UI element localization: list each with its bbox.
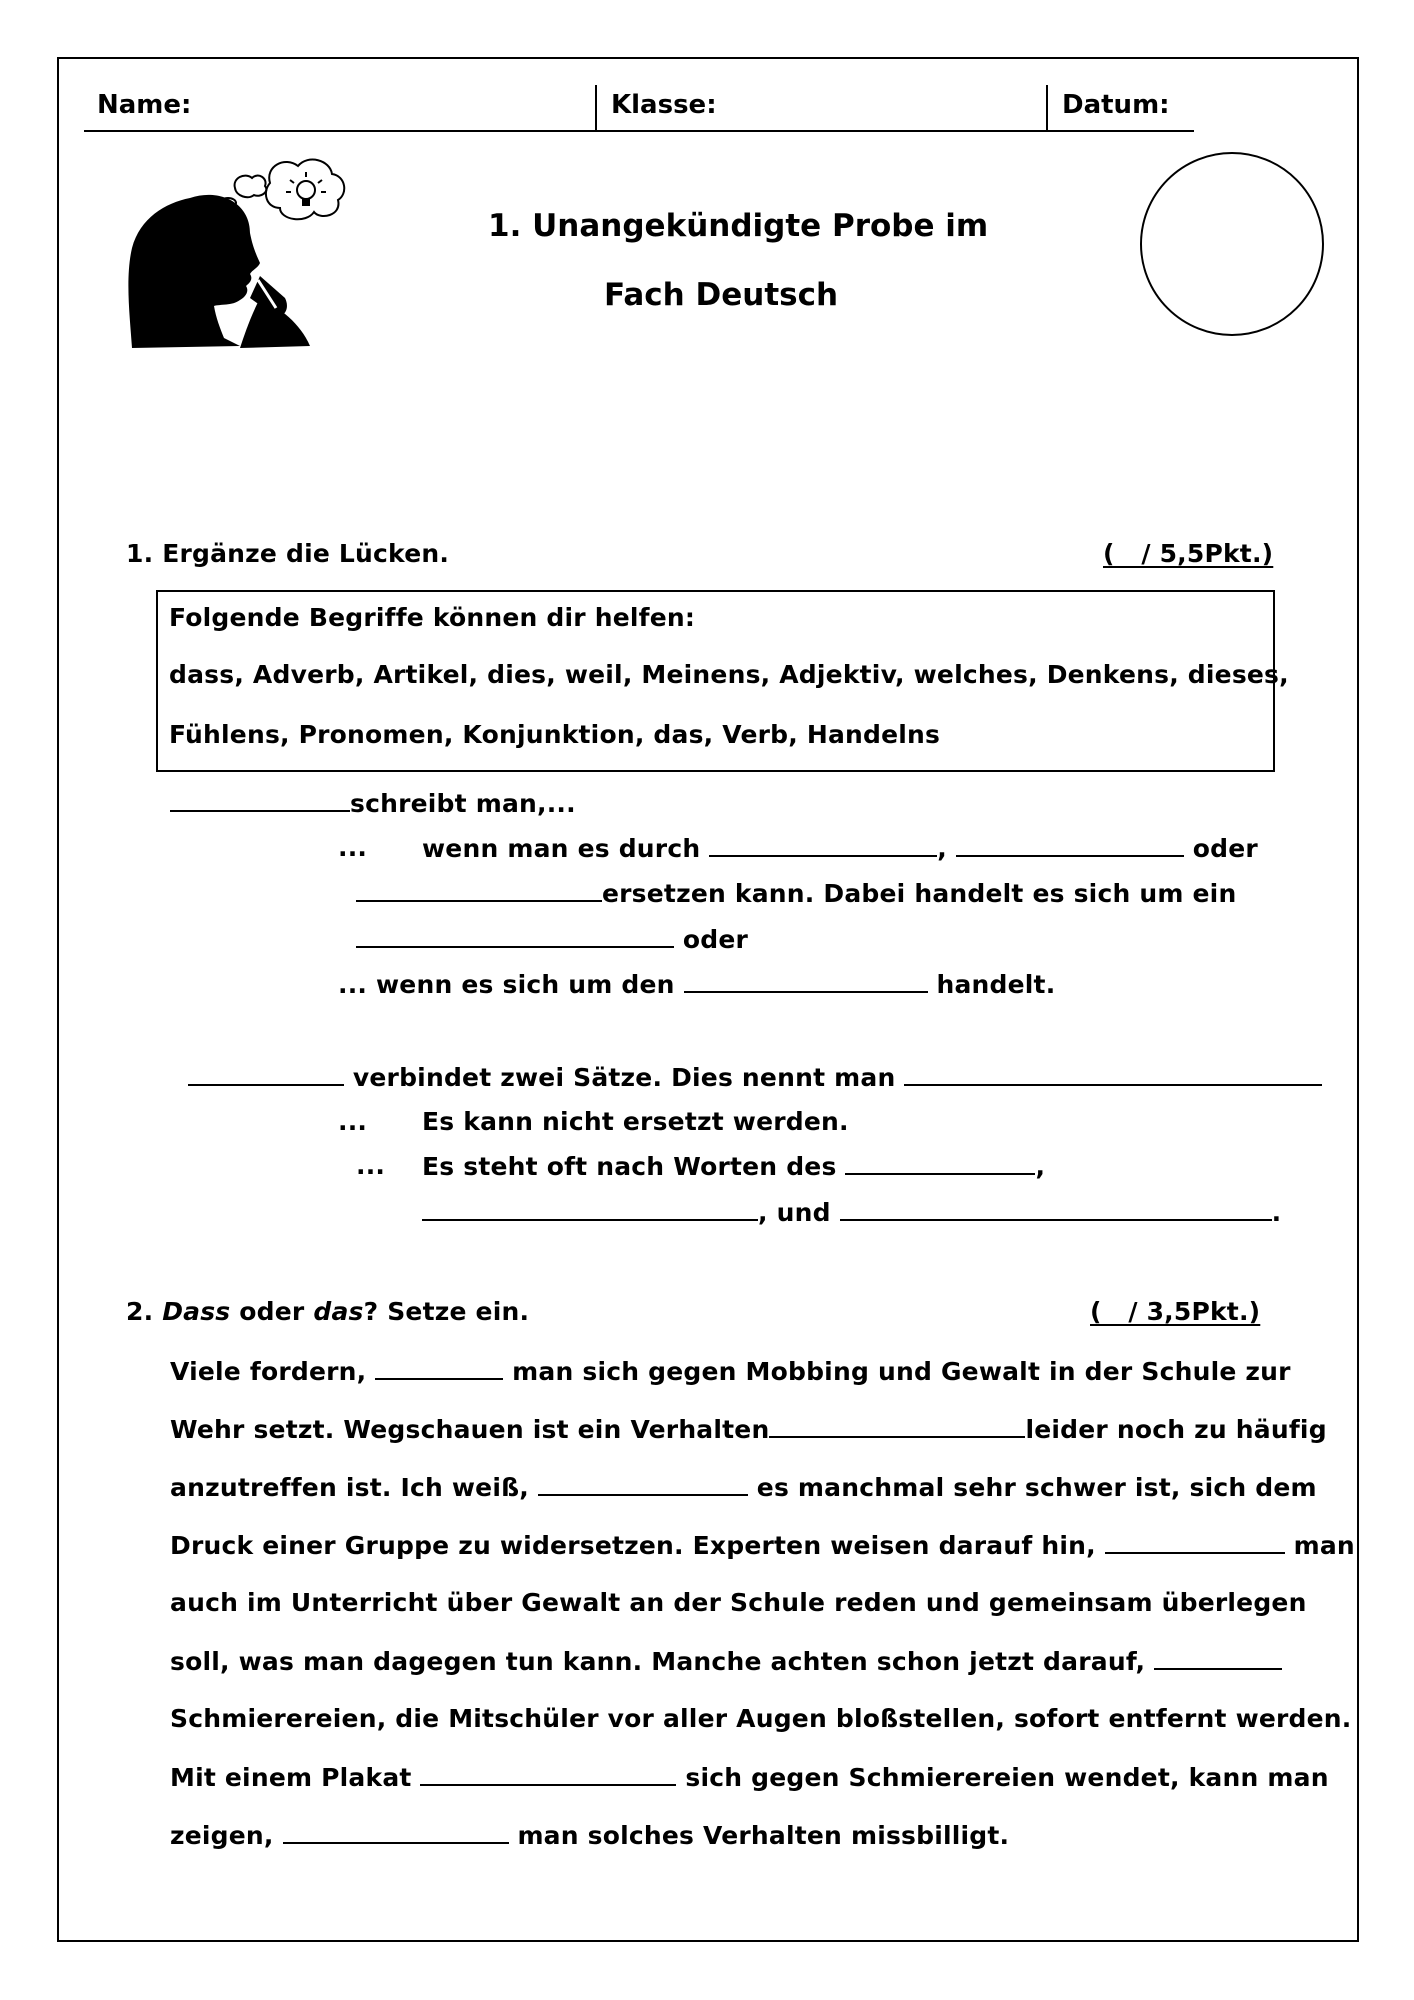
blank-14[interactable] xyxy=(538,1472,748,1496)
header-divider-1 xyxy=(595,85,597,132)
blank-15[interactable] xyxy=(1105,1530,1285,1554)
blank-12[interactable] xyxy=(375,1356,503,1380)
t1-line-2a: ... xyxy=(338,833,368,862)
name-label: Name: xyxy=(97,90,192,120)
blank-17[interactable] xyxy=(420,1762,676,1786)
t1-line-4: oder xyxy=(356,924,748,954)
thinking-person-lightbulb-icon xyxy=(120,158,370,358)
task1-heading: 1. Ergänze die Lücken. xyxy=(126,539,450,568)
blank-7[interactable] xyxy=(188,1062,344,1086)
blank-18[interactable] xyxy=(283,1820,509,1844)
blank-3[interactable] xyxy=(956,833,1184,857)
t2-line-3: anzutreffen ist. Ich weiß, es manchmal sehr schwer ist, sich dem xyxy=(170,1473,1317,1502)
t1-line-5: ... wenn es sich um den handelt. xyxy=(338,970,1056,999)
blank-16[interactable] xyxy=(1154,1646,1282,1670)
blank-5[interactable] xyxy=(356,924,674,948)
title-line-1: 1. Unangekündigte Probe im xyxy=(488,208,989,244)
blank-4[interactable] xyxy=(356,878,602,902)
header-underline xyxy=(84,130,1194,132)
blank-2[interactable] xyxy=(709,833,937,857)
t1-line-3: ersetzen kann. Dabei handelt es sich um ein xyxy=(356,878,1236,908)
title-line-2: Fach Deutsch xyxy=(604,277,839,313)
blank-13[interactable] xyxy=(769,1414,1025,1438)
t1-line-8: Es steht oft nach Worten des , xyxy=(422,1152,1046,1181)
t2-line-1: Viele fordern, man sich gegen Mobbing und Gewalt in der Schule zur xyxy=(170,1357,1291,1386)
blank-8[interactable] xyxy=(904,1062,1322,1086)
grade-circle xyxy=(1140,152,1324,336)
t2-line-4: Druck einer Gruppe zu widersetzen. Experten weisen darauf hin, man xyxy=(170,1531,1355,1560)
t2-line-2: Wehr setzt. Wegschauen ist ein Verhalten leider noch zu häufig xyxy=(170,1415,1327,1444)
t1-line-1: schreibt man,... xyxy=(170,788,576,818)
t2-line-6: soll, was man dagegen tun kann. Manche achten schon jetzt darauf, xyxy=(170,1646,1282,1676)
word-bank-line-1: dass, Adverb, Artikel, dies, weil, Meinens, Adjektiv, welches, Denkens, dieses, xyxy=(169,660,1289,689)
t1-line-2: wenn man es durch , oder xyxy=(422,834,1258,863)
t1-line-8a: ... xyxy=(356,1151,386,1180)
class-label: Klasse: xyxy=(611,90,717,120)
date-label: Datum: xyxy=(1062,90,1170,120)
t1-line-6: verbindet zwei Sätze. Dies nennt man xyxy=(188,1062,1322,1092)
t1-line-9: , und . xyxy=(422,1197,1281,1227)
task2-heading: 2. Dass oder das? Setze ein. xyxy=(126,1297,530,1326)
blank-11[interactable] xyxy=(840,1197,1272,1221)
t2-line-8: Mit einem Plakat sich gegen Schmierereien wendet, kann man xyxy=(170,1763,1329,1792)
task1-points: ( / 5,5Pkt.) xyxy=(1103,539,1274,568)
blank-10[interactable] xyxy=(422,1197,758,1221)
blank-9[interactable] xyxy=(845,1151,1035,1175)
t1-line-7: Es kann nicht ersetzt werden. xyxy=(422,1107,849,1136)
blank-1[interactable] xyxy=(170,788,350,812)
word-bank-title: Folgende Begriffe können dir helfen: xyxy=(169,603,696,632)
header-divider-2 xyxy=(1046,85,1048,132)
t2-line-9: zeigen, man solches Verhalten missbilligt. xyxy=(170,1821,1010,1850)
t2-line-7: Schmierereien, die Mitschüler vor aller Augen bloßstellen, sofort entfernt werden. xyxy=(170,1704,1352,1733)
word-bank-line-2: Fühlens, Pronomen, Konjunktion, das, Verb, Handelns xyxy=(169,720,941,749)
t1-line-7a: ... xyxy=(338,1107,368,1136)
t2-line-5: auch im Unterricht über Gewalt an der Schule reden und gemeinsam überlegen xyxy=(170,1588,1307,1617)
task2-points: ( / 3,5Pkt.) xyxy=(1090,1297,1261,1326)
blank-6[interactable] xyxy=(684,969,928,993)
